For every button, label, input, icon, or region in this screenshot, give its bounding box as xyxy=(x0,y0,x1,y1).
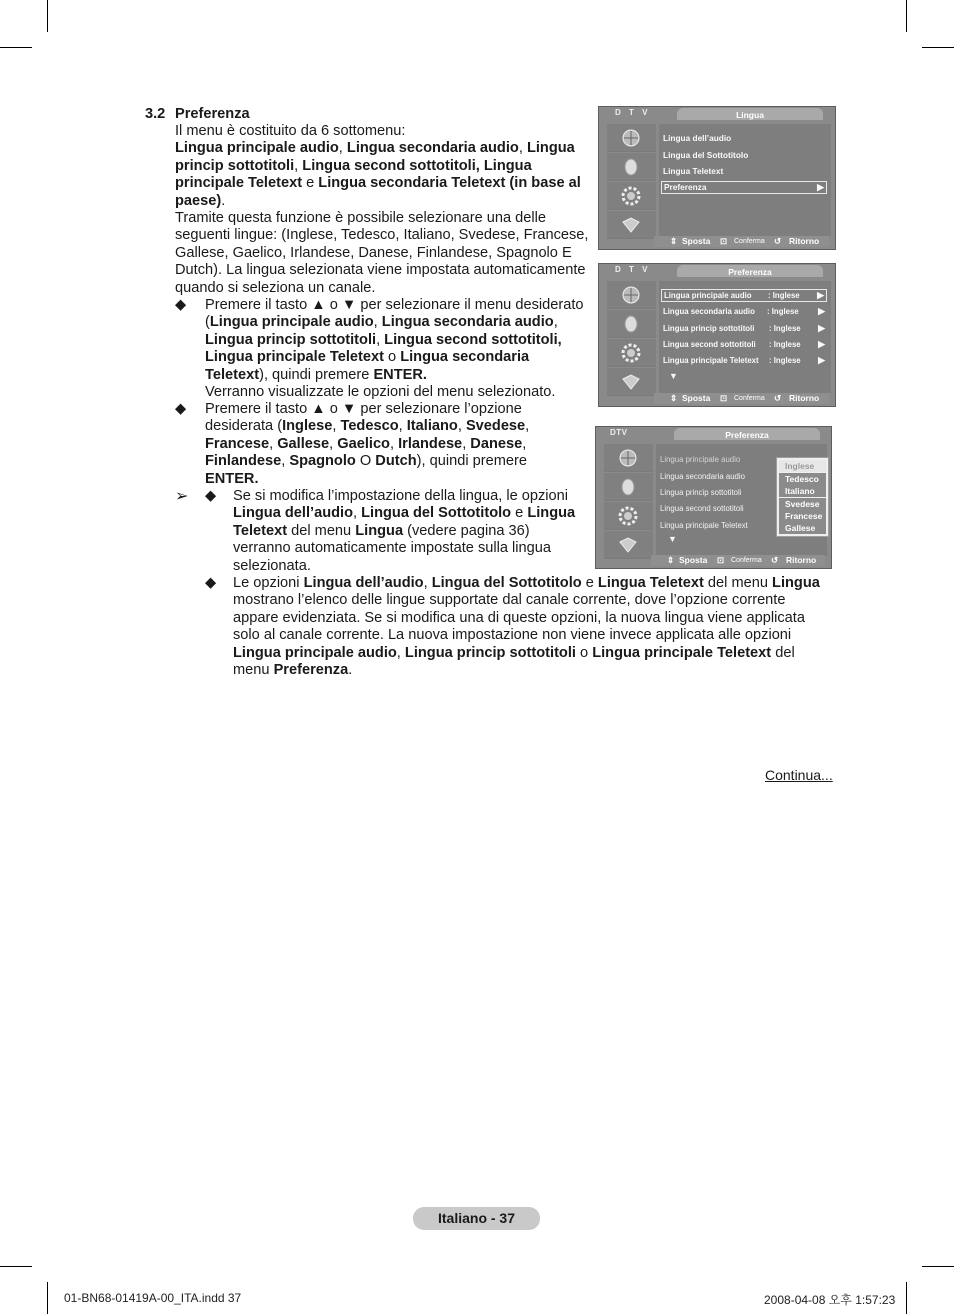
move-label: Sposta xyxy=(682,393,711,403)
osd-menu-item[interactable]: Lingua princip sottotitoli xyxy=(660,488,742,497)
dropdown-option-selected[interactable]: Inglese xyxy=(779,460,826,472)
osd-dtv-label: DTV xyxy=(610,428,628,437)
bullet-text: Premere il tasto ▲ o ▼ per selezionare il menu desiderato (Lingua principale audio, Lingua secondaria audio, Lingua princip sottotitoli, Lingua second sottotitoli, Lingua principale Teletext o Lingua secondaria Teletext), quindi premere ENTER. Verranno visualizzate le opzioni del menu selezionato. xyxy=(205,297,584,401)
crop-mark xyxy=(47,0,48,32)
osd-menu-item[interactable]: Lingua del Sottotitolo xyxy=(663,150,749,160)
crop-mark xyxy=(47,1282,48,1314)
osd-dtv-label: D T V xyxy=(615,108,651,117)
osd-title-tab: Lingua xyxy=(677,108,823,120)
intro-languages: Tramite questa funzione è possibile selezionare una delle seguenti lingue: (Inglese, Tedesco, Italiano, Svedese, Francese, Gallese, Gaelico, Irlandese, Danese, Finlandese, Spagnolo E Dutch). La lingua selezionata viene impostata automaticamente quando si seleziona un canale. xyxy=(175,210,589,296)
dropdown-option[interactable]: Francese xyxy=(779,510,826,522)
osd-menu-item[interactable]: Lingua principale audio xyxy=(660,455,741,464)
osd-menu-item[interactable]: Lingua secondaria audio : Inglese ▶ xyxy=(663,306,825,316)
right-arrow-icon: ▶ xyxy=(817,290,824,300)
intro-line: Il menu è costituito da 6 sottomenu: xyxy=(175,123,406,139)
section-number: 3.2 xyxy=(145,106,166,122)
dropdown-option[interactable]: Tedesco xyxy=(779,473,826,485)
osd-menu-item[interactable]: Lingua princip sottotitoli : Inglese ▶ xyxy=(663,323,825,333)
osd-menu-item-selected[interactable]: Lingua principale audio : Inglese ▶ xyxy=(661,289,827,302)
right-arrow-icon: ▶ xyxy=(818,323,825,333)
note-text: Se si modifica l’impostazione della lingua, le opzioni Lingua dell’audio, Lingua del Sottotitolo e Lingua Teletext del menu Lingua (vedere pagina 36) verranno automaticamente impostate sulla lingua selezionata. xyxy=(233,488,576,574)
osd-content xyxy=(656,444,827,556)
osd-lingua-menu xyxy=(598,106,836,250)
crop-mark xyxy=(0,47,32,48)
confirm-label: Conferma xyxy=(731,557,762,564)
enter-icon: ⊡ xyxy=(720,393,728,403)
sound-icon xyxy=(607,153,656,181)
osd-title-tab: Preferenza xyxy=(674,428,820,440)
move-icon: ⇕ xyxy=(670,393,678,403)
return-icon: ↺ xyxy=(774,236,782,246)
input-icon xyxy=(607,368,656,396)
gear-icon xyxy=(607,339,656,367)
diamond-bullet-icon: ◆ xyxy=(175,401,187,417)
input-icon xyxy=(607,211,656,239)
enter-icon: ⊡ xyxy=(720,236,728,246)
crop-mark xyxy=(0,1266,32,1267)
confirm-label: Conferma xyxy=(734,238,765,245)
intro-paragraph xyxy=(175,123,595,297)
diamond-bullet-icon: ◆ xyxy=(205,575,217,591)
osd-content xyxy=(659,124,831,236)
section-title: Preferenza xyxy=(175,106,250,122)
return-label: Ritorno xyxy=(789,236,820,246)
scroll-down-icon[interactable]: ▼ xyxy=(669,371,678,381)
picture-icon xyxy=(607,124,656,152)
crop-mark xyxy=(922,47,954,48)
move-icon: ⇕ xyxy=(667,555,675,565)
osd-menu-item[interactable]: Lingua principale Teletext xyxy=(660,521,748,530)
picture-icon xyxy=(607,281,656,309)
input-icon xyxy=(604,531,653,559)
osd-menu-item[interactable]: Lingua principale Teletext : Inglese ▶ xyxy=(663,355,825,365)
return-label: Ritorno xyxy=(786,555,817,565)
osd-help-bar xyxy=(654,236,829,247)
return-icon: ↺ xyxy=(774,393,782,403)
right-arrow-icon: ▶ xyxy=(817,182,824,192)
return-icon: ↺ xyxy=(771,555,779,565)
move-label: Sposta xyxy=(682,236,711,246)
print-slug-date: 2008-04-08 오후 1:57:23 xyxy=(764,1293,896,1307)
osd-help-bar xyxy=(651,555,825,566)
osd-preferenza-options xyxy=(595,426,832,569)
bullet-text: Premere il tasto ▲ o ▼ per selezionare l’opzione desiderata (Inglese, Tedesco, Italiano, Svedese, Francese, Gallese, Gaelico, Irlandese, Danese, Finlandese, Spagnolo O Dutch), quindi premere ENTER. xyxy=(205,401,530,487)
osd-menu-item[interactable]: Lingua second sottotitoli : Inglese ▶ xyxy=(663,339,825,349)
confirm-label: Conferma xyxy=(734,395,765,402)
osd-menu-item[interactable]: Lingua secondaria audio xyxy=(660,472,745,481)
move-icon: ⇕ xyxy=(670,236,678,246)
language-dropdown[interactable] xyxy=(776,457,829,537)
enter-icon: ⊡ xyxy=(717,555,725,565)
crop-mark xyxy=(906,0,907,32)
continue-link[interactable]: Continua... xyxy=(765,767,833,783)
osd-menu-item[interactable]: Lingua dell’audio xyxy=(663,133,732,143)
dropdown-option[interactable]: Svedese xyxy=(779,498,826,510)
right-arrow-icon: ▶ xyxy=(818,339,825,349)
gear-icon xyxy=(607,182,656,210)
page-number-badge: Italiano - 37 xyxy=(413,1207,540,1230)
note-arrow-icon: ➢ xyxy=(175,488,189,505)
submenu-list: Lingua principale audio, Lingua secondaria audio, Lingua princip sottotitoli, Lingua second sottotitoli, Lingua principale Teletext e Lingua secondaria Teletext (in base al paese). xyxy=(175,140,581,209)
section-heading xyxy=(145,106,250,123)
crop-mark xyxy=(922,1266,954,1267)
osd-help-bar xyxy=(654,393,829,404)
osd-preferenza-menu xyxy=(598,263,836,407)
picture-icon xyxy=(604,444,653,472)
move-label: Sposta xyxy=(679,555,708,565)
diamond-bullet-icon: ◆ xyxy=(205,488,217,504)
right-arrow-icon: ▶ xyxy=(818,306,825,316)
note-text: Le opzioni Lingua dell’audio, Lingua del Sottotitolo e Lingua Teletext del menu Lingua mostrano l’elenco delle lingue supportate dal canale corrente, dove l’opzione corrente appare evidenziata. Se si modifica una di queste opzioni, la nuova lingua viene applicata solo al canale corrente. La nuova impostazione non viene invece applicata alle opzioni Lingua principale audio, Lingua princip sottotitoli o Lingua principale Teletext del menu Preferenza. xyxy=(233,575,820,679)
dropdown-option[interactable]: Italiano xyxy=(779,485,826,497)
osd-menu-item-selected[interactable]: Preferenza ▶ xyxy=(661,181,827,194)
sound-icon xyxy=(607,310,656,338)
osd-content xyxy=(659,281,831,393)
crop-mark xyxy=(906,1282,907,1314)
osd-menu-item[interactable]: Lingua second sottotitoli xyxy=(660,504,744,513)
osd-dtv-label: D T V xyxy=(615,265,651,274)
gear-icon xyxy=(604,502,653,530)
diamond-bullet-icon: ◆ xyxy=(175,297,187,313)
sound-icon xyxy=(604,473,653,501)
right-arrow-icon: ▶ xyxy=(818,355,825,365)
osd-menu-item[interactable]: Lingua Teletext xyxy=(663,166,724,176)
osd-title-tab: Preferenza xyxy=(677,265,823,277)
dropdown-option[interactable]: Gallese xyxy=(779,522,826,534)
return-label: Ritorno xyxy=(789,393,820,403)
scroll-down-icon[interactable]: ▼ xyxy=(668,534,677,544)
print-slug-file: 01-BN68-01419A-00_ITA.indd 37 xyxy=(64,1291,242,1305)
